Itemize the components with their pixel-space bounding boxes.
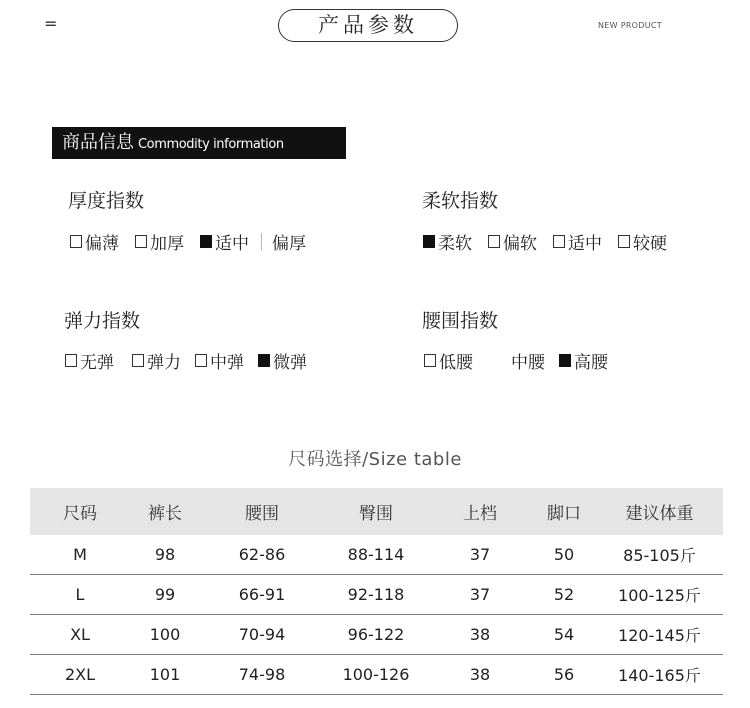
elasticity-index-title: 弹力指数 [64, 310, 141, 332]
cell-weight: 120-145斤 [596, 615, 723, 655]
cell-length: 100 [130, 615, 200, 655]
waist-option-high [559, 348, 608, 373]
cell-hip: 100-126 [324, 655, 428, 695]
thickness-option-thin [70, 229, 119, 254]
menu-icon: = [44, 14, 58, 33]
header-waist: 腰围 [200, 488, 324, 535]
option-label: 高腰 [574, 353, 608, 373]
elasticity-option-none [65, 348, 114, 373]
checkbox-icon [195, 354, 207, 367]
table-header-row [30, 488, 723, 535]
size-table-title [0, 445, 750, 471]
elasticity-option-medium [195, 348, 244, 373]
option-label: 无弹 [80, 353, 114, 373]
cell-length: 98 [130, 535, 200, 575]
commodity-info-title-en: Commodity information [138, 137, 284, 152]
table-row [30, 575, 723, 615]
elasticity-option-elastic [132, 348, 181, 373]
table-row [30, 535, 723, 575]
checkbox-icon [618, 235, 630, 248]
option-label: 较硬 [633, 234, 667, 254]
size-table-title-cn: 尺码选择 [288, 449, 363, 470]
cell-hip: 96-122 [324, 615, 428, 655]
option-label: 柔软 [438, 234, 472, 254]
checkbox-icon [70, 235, 82, 248]
option-label: 偏厚 [272, 234, 306, 254]
cell-leg-opening: 54 [532, 615, 596, 655]
thickness-option-medium [200, 229, 249, 254]
cell-length: 101 [130, 655, 200, 695]
size-table-title-en: /Size table [362, 449, 462, 470]
checkbox-icon [65, 354, 77, 367]
option-label: 偏软 [503, 234, 537, 254]
option-label: 加厚 [150, 234, 184, 254]
thickness-option-thick [135, 229, 184, 254]
thickness-index-title: 厚度指数 [68, 190, 145, 212]
softness-option-soft [423, 229, 472, 254]
commodity-info-banner [52, 127, 346, 159]
cell-size: XL [30, 615, 130, 655]
header-size: 尺码 [30, 488, 130, 535]
checkbox-icon [135, 235, 147, 248]
cell-weight: 140-165斤 [596, 655, 723, 695]
table-row [30, 615, 723, 655]
checkbox-checked-icon [258, 354, 270, 367]
cell-size: M [30, 535, 130, 575]
option-label: 偏薄 [85, 234, 119, 254]
thickness-option-thicker [272, 229, 306, 254]
option-label: 微弹 [273, 353, 307, 373]
checkbox-icon [424, 354, 436, 367]
cell-hip: 92-118 [324, 575, 428, 615]
cell-rise: 38 [428, 615, 532, 655]
page-title: 产品参数 [278, 9, 458, 42]
cell-waist: 62-86 [200, 535, 324, 575]
waist-index-title: 腰围指数 [422, 310, 499, 332]
softness-option-slightly-soft [488, 229, 537, 254]
softness-option-medium [553, 229, 602, 254]
checkbox-icon [553, 235, 565, 248]
cell-length: 99 [130, 575, 200, 615]
header-hip: 臀围 [324, 488, 428, 535]
checkbox-icon [488, 235, 500, 248]
header-leg-opening: 脚口 [532, 488, 596, 535]
cell-rise: 37 [428, 575, 532, 615]
header-length: 裤长 [130, 488, 200, 535]
option-label: 适中 [568, 234, 602, 254]
new-product-label: NEW PRODUCT [598, 21, 662, 30]
option-label: 弹力 [147, 353, 181, 373]
checkbox-icon [132, 354, 144, 367]
divider [261, 233, 262, 251]
softness-option-hard [618, 229, 667, 254]
checkbox-checked-icon [200, 235, 212, 248]
size-table [30, 488, 723, 695]
cell-size: 2XL [30, 655, 130, 695]
thickness-options [70, 229, 306, 254]
option-label: 适中 [215, 234, 249, 254]
cell-leg-opening: 52 [532, 575, 596, 615]
elasticity-option-slight [258, 348, 307, 373]
cell-size: L [30, 575, 130, 615]
checkbox-checked-icon [423, 235, 435, 248]
softness-index-title: 柔软指数 [422, 190, 499, 212]
cell-rise: 37 [428, 535, 532, 575]
header-weight: 建议体重 [596, 488, 723, 535]
cell-waist: 70-94 [200, 615, 324, 655]
option-label: 中腰 [511, 353, 545, 373]
header-rise: 上档 [428, 488, 532, 535]
table-row [30, 655, 723, 695]
cell-hip: 88-114 [324, 535, 428, 575]
cell-weight: 100-125斤 [596, 575, 723, 615]
waist-option-mid [511, 348, 545, 373]
commodity-info-title-cn: 商品信息 [62, 132, 134, 153]
cell-leg-opening: 50 [532, 535, 596, 575]
softness-options [423, 229, 667, 254]
waist-options [424, 348, 608, 373]
waist-option-low [424, 348, 473, 373]
elasticity-options [65, 348, 307, 373]
option-label: 低腰 [439, 353, 473, 373]
cell-leg-opening: 56 [532, 655, 596, 695]
cell-weight: 85-105斤 [596, 535, 723, 575]
cell-waist: 66-91 [200, 575, 324, 615]
checkbox-checked-icon [559, 354, 571, 367]
option-label: 中弹 [210, 353, 244, 373]
cell-waist: 74-98 [200, 655, 324, 695]
cell-rise: 38 [428, 655, 532, 695]
